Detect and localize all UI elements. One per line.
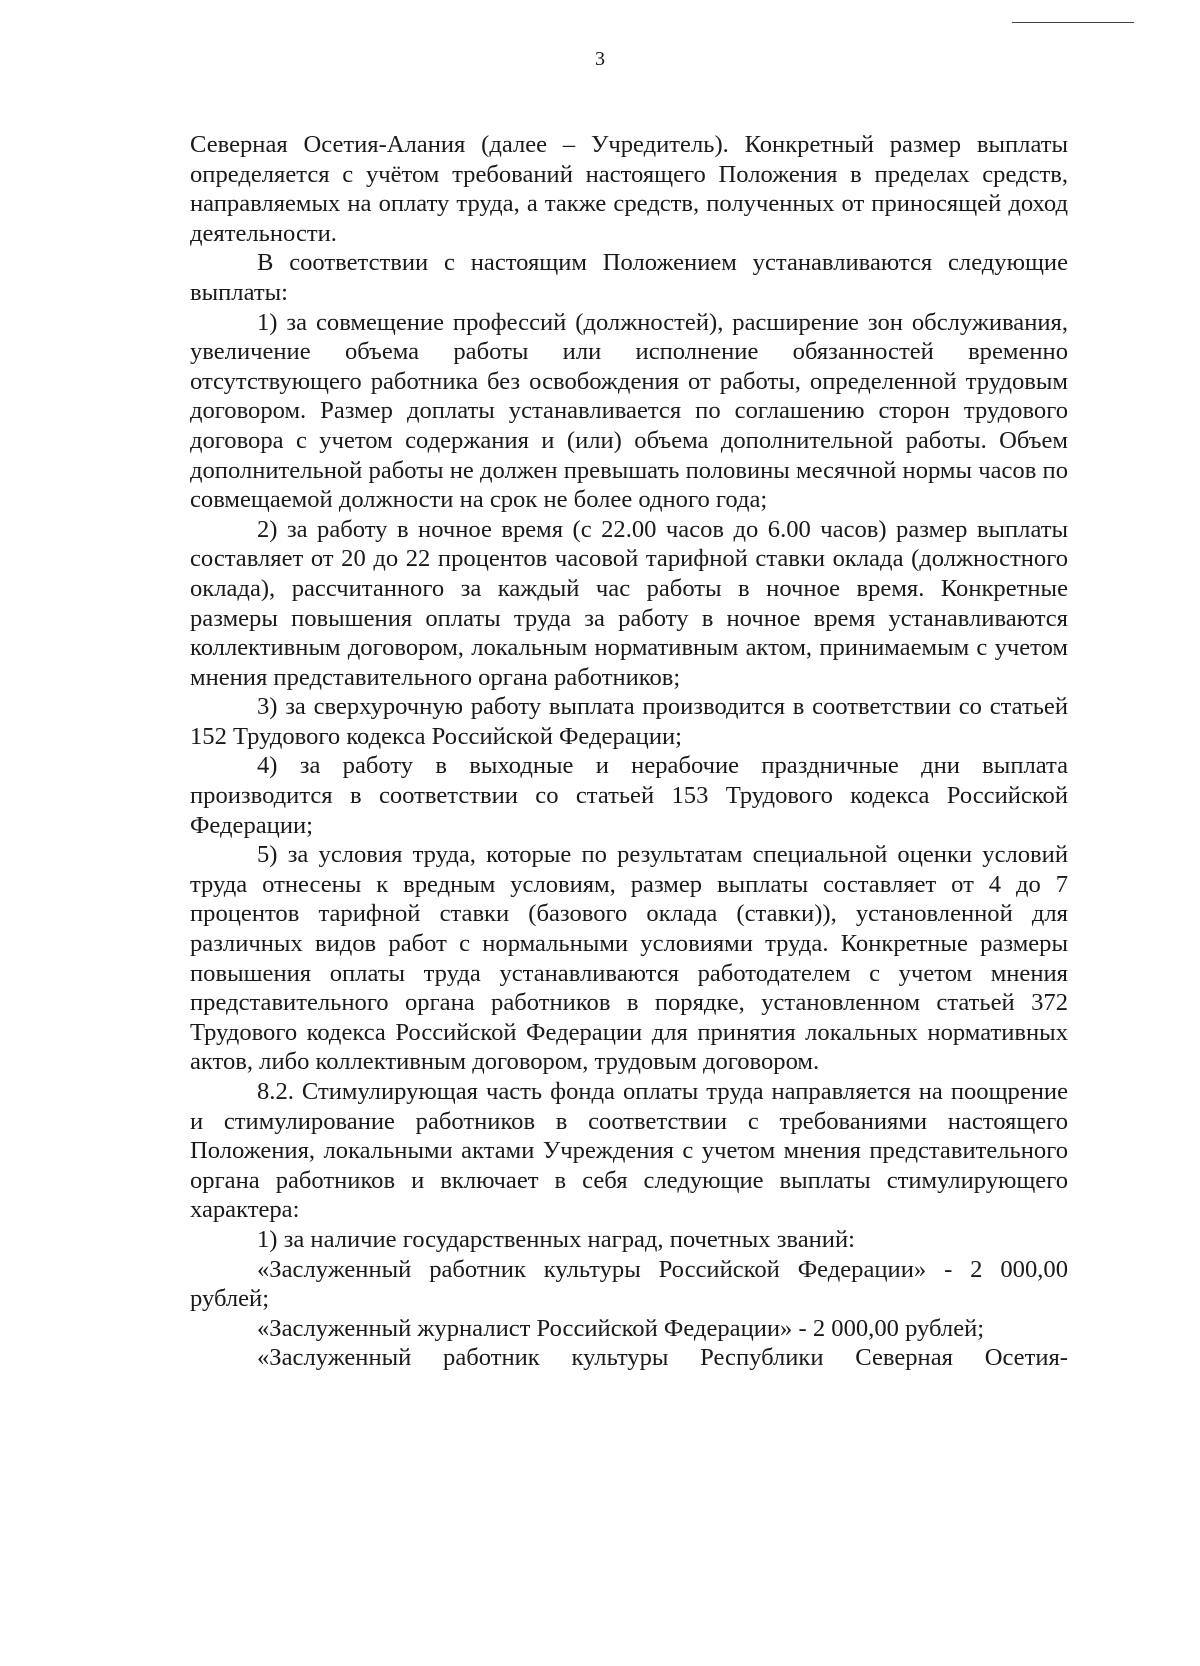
list-item: 5) за условия труда, которые по результатам специальной оценки условий труда отнесены к вредным условиям, размер выплаты составляет от 4 до 7 процентов тарифной ставки (базового оклада (ставки)), установленной для различных видов работ с нормальными условиями труда. Конкретные размеры повышения оплаты труда устанавливаются работодателем с учетом мнения представительного органа работников в порядке, установленном статьей 372 Трудового кодекса Российской Федерации для принятия локальных нормативных актов, либо коллективным договором, трудовым договором. bbox=[190, 841, 1068, 1076]
page-number: 3 bbox=[595, 48, 605, 70]
list-item: 1) за совмещение профессий (должностей), расширение зон обслуживания, увеличение объема работы или исполнение обязанностей временно отсутствующего работника без освобождения от работы, определенной трудовым договором. Размер доплаты устанавливается по соглашению сторон трудового договора с учетом содержания и (или) объема дополнительной работы. Объем дополнительной работы не должен превышать половины месячной нормы часов по совмещаемой должности на срок не более одного года; bbox=[190, 308, 1068, 514]
award-item: «Заслуженный работник культуры Республики Северная Осетия- bbox=[257, 1344, 1068, 1372]
paragraph: В соответствии с настоящим Положением устанавливаются следующие выплаты: bbox=[190, 249, 1068, 306]
corner-rule bbox=[1012, 22, 1134, 23]
award-item: «Заслуженный журналист Российской Федерации» - 2 000,00 рублей; bbox=[257, 1314, 985, 1342]
section-paragraph: 8.2. Стимулирующая часть фонда оплаты труда направляется на поощрение и стимулирование работников в соответствии с требованиями настоящего Положения, локальными актами Учреждения с учетом мнения представительного органа работников и включает в себя следующие выплаты стимулирующего характера: bbox=[190, 1078, 1068, 1224]
list-item: 1) за наличие государственных наград, почетных званий: bbox=[257, 1225, 855, 1253]
list-item: 4) за работу в выходные и нерабочие праздничные дни выплата производится в соответствии со статьей 153 Трудового кодекса Российской Федерации; bbox=[190, 752, 1068, 839]
list-item: 3) за сверхурочную работу выплата производится в соответствии со статьей 152 Трудового кодекса Российской Федерации; bbox=[190, 693, 1068, 750]
list-item: 2) за работу в ночное время (с 22.00 часов до 6.00 часов) размер выплаты составляет от 20 до 22 процентов часовой тарифной ставки оклада (должностного оклада), рассчитанного за каждый час работы в ночное время. Конкретные размеры повышения оплаты труда за работу в ночное время устанавливаются коллективным договором, локальным нормативным актом, принимаемым с учетом мнения представительного органа работников; bbox=[190, 515, 1068, 691]
document-body bbox=[190, 130, 1068, 1373]
paragraph: Северная Осетия-Алания (далее – Учредитель). Конкретный размер выплаты определяется с учётом требований настоящего Положения в пределах средств, направляемых на оплату труда, а также средств, полученных от приносящей доход деятельности. bbox=[190, 131, 1068, 247]
award-item: «Заслуженный работник культуры Российской Федерации» - 2 000,00 рублей; bbox=[190, 1255, 1068, 1313]
